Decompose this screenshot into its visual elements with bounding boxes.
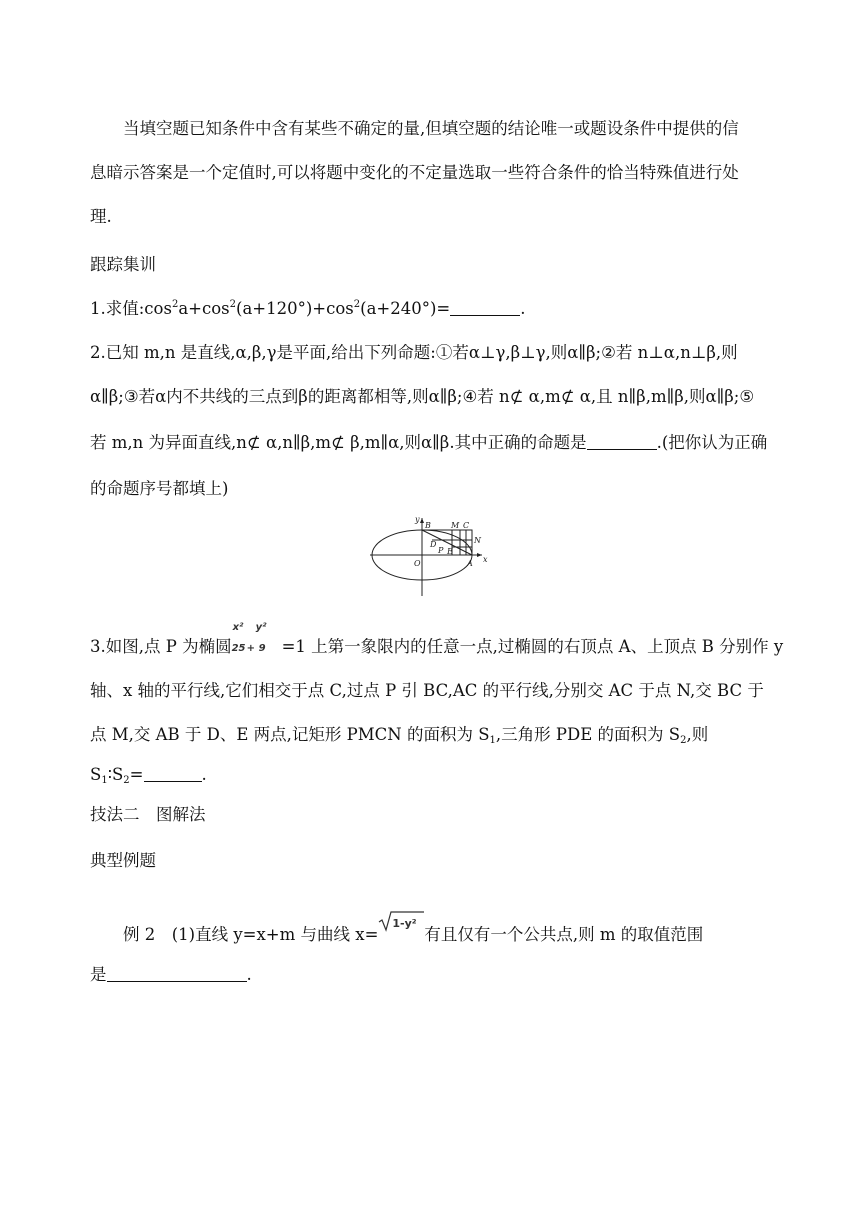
q1-mid-1: a+cos: [178, 299, 230, 318]
frac-x-numerator: x²: [232, 622, 244, 633]
q2-line-1: 2.已知 m,n 是直线,α,β,γ是平面,给出下列命题:①若α⊥γ,β⊥γ,则α∥β;②若 n⊥α,n⊥β,则: [90, 343, 738, 362]
frac-y-numerator: y²: [255, 622, 267, 633]
q3-suffix: =1 上第一象限内的任意一点,过椭圆的右顶点 A、上顶点 B 分别作 y: [281, 637, 784, 656]
q3-line-3-b: ,三角形 PDE 的面积为 S: [495, 725, 681, 744]
ex2-line-2-end: .: [246, 965, 252, 984]
frac-x-denominator: 25: [231, 643, 246, 654]
label-e: E: [447, 547, 453, 556]
frac-y-denominator: 9: [258, 643, 266, 654]
q3-s2-sub: 2: [123, 775, 130, 786]
q3-answer-blank[interactable]: [144, 765, 202, 782]
q3-line-4: [90, 764, 207, 786]
q2-line-4: 的命题序号都填上): [90, 479, 229, 498]
q2-answer-blank[interactable]: [587, 433, 657, 450]
label-n: N: [474, 536, 481, 545]
q2-line-3-end: .(把你认为正确: [656, 433, 768, 452]
intro-line-2: 息暗示答案是一个定值时,可以将题中变化的不定量选取一些符合条件的恰当特殊值进行处: [90, 163, 739, 182]
sqrt-content: 1-y²: [392, 917, 417, 930]
ex2-line-1: [123, 916, 703, 946]
ex2-prefix: 例 2 (1)直线 y=x+m 与曲线 x=: [123, 925, 379, 944]
q3-line-2: 轴、x 轴的平行线,它们相交于点 C,过点 P 引 BC,AC 的平行线,分别交 AC 于点 N,交 BC 于: [90, 681, 764, 700]
ex2-line-2-text: 是: [90, 965, 107, 984]
q1-mid-2: (a+120°)+cos: [236, 299, 354, 318]
frac-plus: +: [246, 643, 255, 654]
q3-line-3-c: ,则: [686, 725, 709, 744]
q2-line-3: [90, 432, 767, 454]
q3-s1-sub: 1: [101, 775, 108, 786]
label-o: O: [414, 559, 421, 568]
q1-exp-1: 2: [171, 299, 179, 310]
q3-end: .: [201, 765, 207, 784]
q3-s1: S: [90, 765, 102, 784]
label-y: y: [415, 515, 420, 524]
question-1: [90, 298, 526, 320]
ellipse-figure: [370, 512, 494, 600]
ex2-line-2: [90, 964, 252, 986]
intro-line-3: 理.: [90, 207, 112, 226]
q1-mid-3: (a+240°)=: [360, 299, 451, 318]
q2-line-2: α∥β;③若α内不共线的三点到β的距离都相等,则α∥β;④若 n⊄ α,m⊄ α,且 n∥β,m∥β,则α∥β;⑤: [90, 387, 755, 406]
q3-line-3-a: 点 M,交 AB 于 D、E 两点,记矩形 PMCN 的面积为 S: [90, 725, 490, 744]
label-d: D: [430, 540, 437, 549]
q3-prefix: 3.如图,点 P 为椭圆: [90, 637, 232, 656]
section-heading-method: 技法二 图解法: [90, 805, 206, 824]
q3-equals: =: [129, 765, 144, 784]
q3-line-3: [90, 724, 708, 746]
q1-exp-2: 2: [229, 299, 237, 310]
q2-line-3-text: 若 m,n 为异面直线,n⊄ α,n∥β,m⊄ β,m∥α,则α∥β.其中正确的命题是: [90, 433, 587, 452]
q3-sub-2: 2: [680, 735, 687, 746]
label-m: M: [451, 521, 460, 530]
label-a: A: [467, 559, 473, 568]
q1-end: .: [520, 299, 526, 318]
label-b: B: [425, 521, 431, 530]
q3-line-1: [90, 622, 784, 658]
section-heading-practice: 跟踪集训: [90, 255, 156, 274]
ellipse-equation-fraction: [231, 622, 282, 654]
ex2-suffix: 有且仅有一个公共点,则 m 的取值范围: [424, 925, 704, 944]
q3-sub-1: 1: [489, 735, 496, 746]
q1-answer-blank[interactable]: [450, 299, 520, 316]
label-x: x: [483, 555, 488, 564]
q1-prefix: 1.求值:cos: [90, 299, 172, 318]
label-p: P: [438, 546, 444, 555]
q3-ratio-colon: ∶S: [107, 765, 124, 784]
ex2-answer-blank[interactable]: [107, 965, 247, 982]
x-axis-arrow: [477, 553, 482, 557]
intro-line-1: 当填空题已知条件中含有某些不确定的量,但填空题的结论唯一或题设条件中提供的信: [123, 119, 739, 138]
sqrt-expression: [378, 916, 424, 936]
section-heading-example: 典型例题: [90, 851, 156, 870]
y-axis-arrow: [420, 518, 424, 523]
label-c: C: [463, 521, 470, 530]
q1-exp-3: 2: [353, 299, 361, 310]
